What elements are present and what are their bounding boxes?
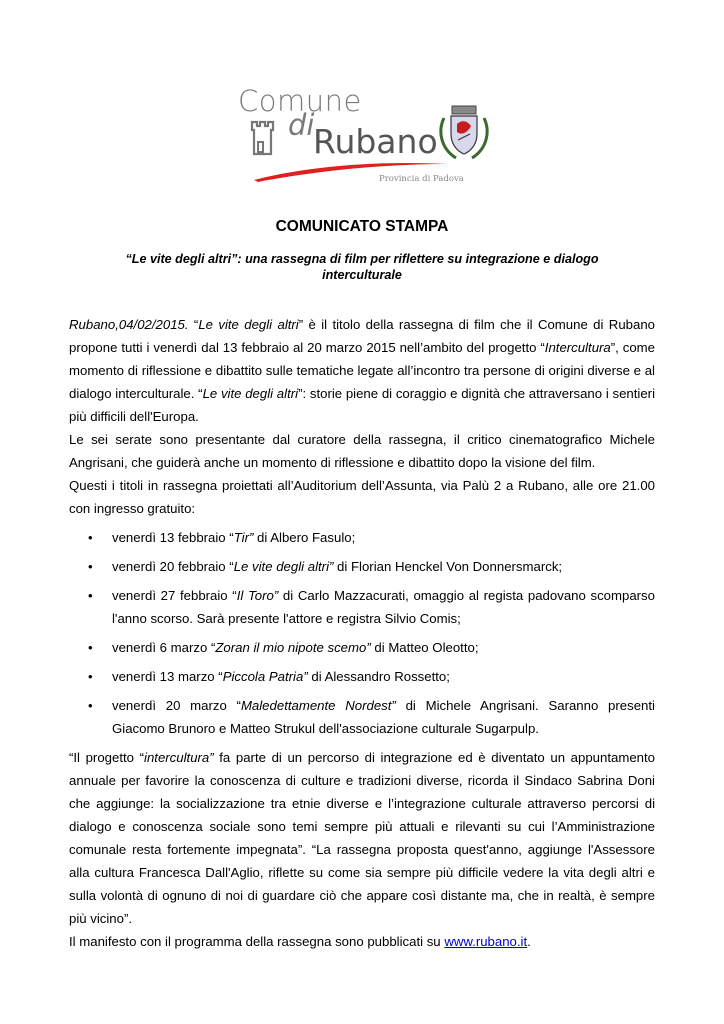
list-item — [69, 526, 655, 549]
film-title: Le vite degli altri” — [233, 559, 334, 574]
film-title: Il Toro” — [236, 588, 279, 603]
quote-paragraph — [69, 746, 655, 930]
page-subtitle: “Le vite degli altri”: una rassegna di film per riflettere su integrazione e dialogo interculturale — [125, 252, 599, 282]
comune-di-rubano-logo — [236, 84, 496, 194]
logo-di-text: di — [288, 108, 315, 142]
rubano-website-link[interactable]: www.rubano.it — [444, 934, 528, 949]
film-title: Tir” — [233, 530, 254, 545]
film-director: di Matteo Oleotto; — [370, 640, 479, 655]
film-director: di Florian Henckel Von Donnersmarck; — [333, 559, 563, 574]
list-item — [69, 636, 655, 659]
film-date: venerdì 13 marzo “ — [112, 669, 223, 684]
logo-provincia-text: Provincia di Padova — [379, 174, 464, 184]
intro-paragraph — [69, 313, 655, 428]
list-item — [69, 555, 655, 578]
list-item — [69, 584, 655, 630]
logo-rubano-text: Rubano — [313, 122, 438, 161]
film-list — [69, 526, 655, 740]
list-item — [69, 694, 655, 740]
list-item — [69, 665, 655, 688]
intro-text-1: ” è il titolo della rassegna di film che il Comune di Rubano propone tutti i venerdì dal 13 febbraio al 20 marzo 2015 nell’ambito del progetto “ — [69, 317, 655, 355]
film-date: venerdì 6 marzo “ — [112, 640, 216, 655]
project-name: Intercultura — [544, 340, 611, 355]
film-director: di Michele Angrisani. Saranno presenti Giacomo Brunoro e Matteo Strukul dell'associazione culturale Sugarpulp. — [112, 698, 655, 736]
page-title: COMUNICATO STAMPA — [275, 218, 449, 235]
film-title-2: Le vite degli altri — [202, 386, 299, 401]
quote-text-1: “Il progetto “ — [69, 750, 145, 765]
intro-quote-open: “ — [193, 317, 199, 332]
intro-text-3: ”: storie piene di coraggio e dignità che attraversano i sentieri più difficili dell'Europa. — [69, 386, 656, 424]
film-date: venerdì 20 marzo “ — [112, 698, 241, 713]
intro-text-2: ”, come momento di riflessione e dibattito sulle tematiche legate all’incontro tra persone di origini diverse e al dialogo interculturale. “ — [69, 340, 655, 401]
film-director: di Carlo Mazzacurati, omaggio al regista padovano scomparso l'anno scorso. Sarà presente l'attore e registra Silvio Comis; — [112, 588, 655, 626]
film-title: Le vite degli altri — [198, 317, 299, 332]
film-director: di Albero Fasulo; — [253, 530, 356, 545]
curator-paragraph: Le sei serate sono presentante dal curatore della rassegna, il critico cinematografico Michele Angrisani, che guiderà anche un momento di riflessione e dibattito dopo la visione del film. — [69, 432, 655, 470]
quote-text-2: fa parte di un percorso di integrazione ed è diventato un appuntamento annuale per favorire la conoscenza di culture e tradizioni diverse, ricorda il Sindaco Sabrina Doni che aggiunge: la socializzazione tra etnie diverse e l’integrazione culturale attraverso percorsi di dialogo e conoscenza sociale sono temi sempre più attuali e rilevanti su cui l’Amministrazione comunale resta fortemente impegnata”. “La rassegna proposta quest'anno, aggiunge l'Assessore alla cultura Francesca Dall'Aglio, riflette su come sia sempre più difficile vedere la vita degli altri e sulla volontà di ognuno di noi di guardare ciò che appare così distante ma, che in realtà, è sempre più vicino”. — [69, 750, 655, 926]
film-title: Zoran il mio nipote scemo” — [215, 640, 371, 655]
closing-period: . — [527, 934, 531, 949]
project-name: intercultura” — [144, 750, 214, 765]
film-date: venerdì 13 febbraio “ — [112, 530, 234, 545]
closing-paragraph — [69, 930, 655, 953]
closing-text: Il manifesto con il programma della rassegna sono pubblicati su — [69, 934, 445, 949]
film-title: Maledettamente Nordest” — [240, 698, 396, 713]
tower-icon — [250, 120, 278, 156]
screenings-paragraph: Questi i titoli in rassegna proiettati all’Auditorium dell’Assunta, via Palù 2 a Rubano, alle ore 21.00 con ingresso gratuito: — [69, 478, 655, 516]
film-date: venerdì 20 febbraio “ — [112, 559, 234, 574]
place-date: Rubano,04/02/2015. — [69, 317, 189, 332]
film-title: Piccola Patria” — [222, 669, 308, 684]
film-director: di Alessandro Rossetto; — [307, 669, 450, 684]
coat-of-arms-icon — [436, 104, 492, 162]
logo-comune-text: Comune — [238, 84, 362, 118]
film-date: venerdì 27 febbraio “ — [112, 588, 237, 603]
article-body — [69, 313, 655, 953]
